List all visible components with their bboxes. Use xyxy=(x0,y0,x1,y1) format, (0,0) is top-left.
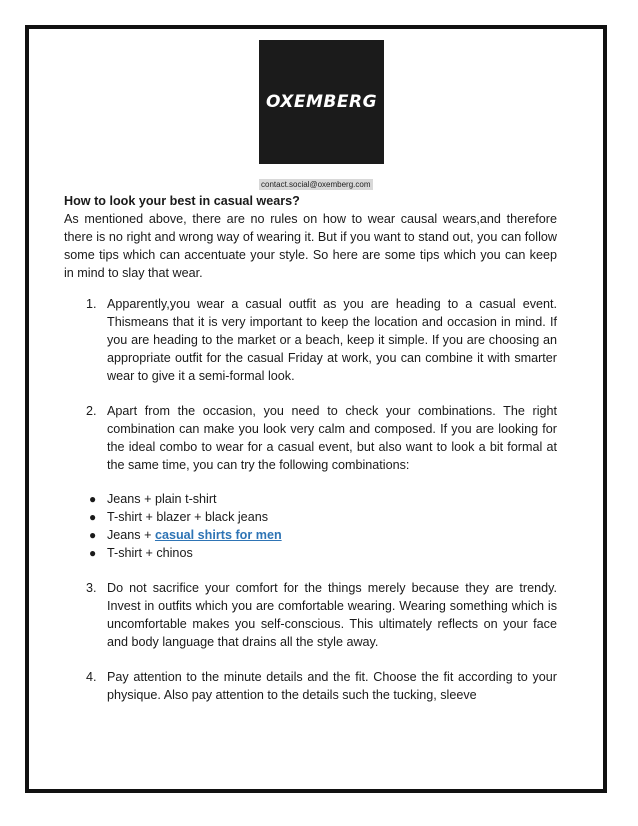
tip-item xyxy=(64,579,557,651)
combo-text: T-shirt + chinos xyxy=(107,546,193,560)
list-item xyxy=(64,526,557,544)
tips-list-continued xyxy=(64,579,557,704)
list-item xyxy=(64,544,557,562)
combo-text: T-shirt + blazer + black jeans xyxy=(107,510,268,524)
tip-number: 1. xyxy=(86,297,97,311)
tip-number: 2. xyxy=(86,404,97,418)
brand-logo xyxy=(259,40,384,164)
list-item xyxy=(64,490,557,508)
tip-item xyxy=(64,402,557,474)
article-body xyxy=(64,192,557,721)
bullet-icon: ● xyxy=(89,492,97,506)
bullet-icon: ● xyxy=(89,546,97,560)
tips-list xyxy=(64,295,557,474)
bullet-icon: ● xyxy=(89,510,97,524)
tip-number: 4. xyxy=(86,670,97,684)
combinations-list xyxy=(64,490,557,562)
tip-text: Do not sacrifice your comfort for the things merely because they are trendy. Invest in outfits which you are comfortable wearing. Wearing something which is uncomfortable makes you self-conscious. This ultimately reflects on your face and body language that drains all the style away. xyxy=(107,581,557,649)
article-heading: How to look your best in casual wears? xyxy=(64,194,300,208)
tip-text: Pay attention to the minute details and the fit. Choose the fit according to your physique. Also pay attention to the details such the tucking, sleeve xyxy=(107,670,557,702)
list-item xyxy=(64,508,557,526)
tip-text: Apart from the occasion, you need to check your combinations. The right combination can make you look very calm and composed. If you are looking for the ideal combo to wear for a casual event, but also want to look a bit formal at the same time, you can try the following combinations: xyxy=(107,404,557,472)
page-frame xyxy=(25,25,607,793)
logo-text: OXEMBERG xyxy=(265,92,378,112)
tip-item xyxy=(64,295,557,385)
intro-paragraph: As mentioned above, there are no rules on how to wear causal wears,and therefore there is no right and wrong way of wearing it. But if you want to stand out, you can follow some tips which can accentuate your style. So here are some tips which you can keep in mind to slay that wear. xyxy=(64,212,557,280)
tip-text: Apparently,you wear a casual outfit as you are heading to a casual event. Thismeans that it is very important to keep the location and occasion in mind. If you are heading to the market or a beach, keep it simple. If you are choosing an appropriate outfit for the casual Friday at work, you can combine it with smarter wear to give it a semi-formal look. xyxy=(107,297,557,383)
combo-text: Jeans + xyxy=(107,528,155,542)
contact-email: contact.social@oxemberg.com xyxy=(261,180,371,189)
bullet-icon: ● xyxy=(89,528,97,542)
combo-text: Jeans + plain t-shirt xyxy=(107,492,217,506)
tip-number: 3. xyxy=(86,581,97,595)
casual-shirts-link[interactable]: casual shirts for men xyxy=(154,528,282,542)
tip-item xyxy=(64,668,557,704)
